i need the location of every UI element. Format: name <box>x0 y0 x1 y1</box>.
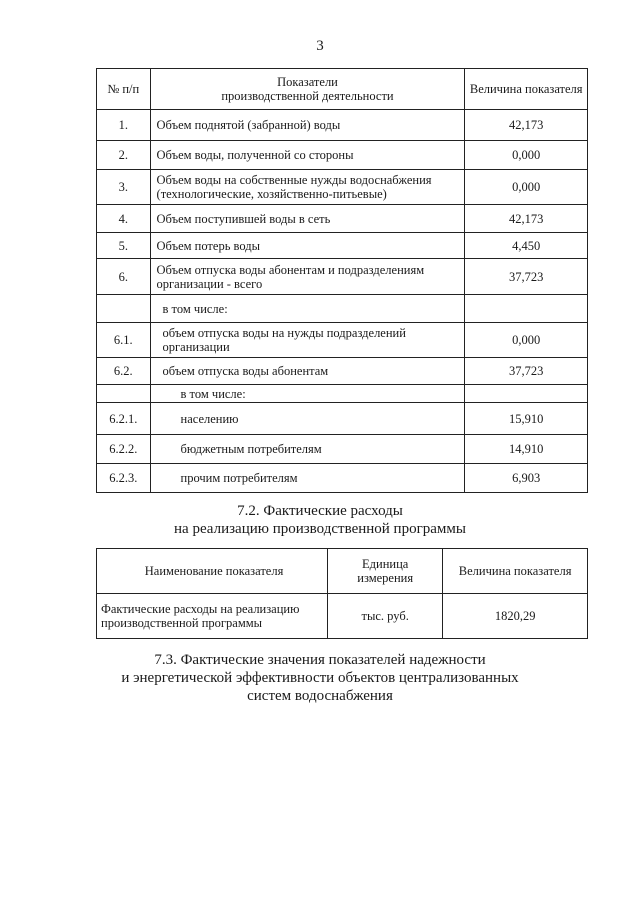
row-num: 5. <box>97 233 151 259</box>
row-num: 4. <box>97 205 151 233</box>
row-value: 14,910 <box>465 435 588 464</box>
header-indicator-name: Наименование показателя <box>97 549 328 594</box>
row-num: 3. <box>97 170 151 205</box>
row-value: 37,723 <box>465 358 588 385</box>
row-unit: тыс. руб. <box>328 594 443 639</box>
table-row <box>97 233 588 259</box>
header-num: № п/п <box>97 69 151 110</box>
table-row <box>97 403 588 435</box>
header-unit-line2: измерения <box>357 571 414 585</box>
row-value <box>465 295 588 323</box>
row-name: в том числе: <box>150 385 465 403</box>
section-7-2-title <box>0 502 640 538</box>
section-7-2-title-line1: 7.2. Фактические расходы <box>237 503 403 519</box>
table-row <box>97 170 588 205</box>
row-value: 1820,29 <box>443 594 588 639</box>
table-row <box>97 323 588 358</box>
row-value: 0,000 <box>465 141 588 170</box>
production-indicators-table <box>96 68 588 493</box>
row-value: 6,903 <box>465 464 588 493</box>
table-row <box>97 435 588 464</box>
row-value: 0,000 <box>465 170 588 205</box>
row-name: в том числе: <box>150 295 465 323</box>
table-row <box>97 594 588 639</box>
row-num: 6.1. <box>97 323 151 358</box>
row-num: 6.2.3. <box>97 464 151 493</box>
page-number: 3 <box>316 38 324 54</box>
row-name: Объем воды, полученной со стороны <box>150 141 465 170</box>
actual-expenses-table <box>96 548 588 639</box>
row-num: 6.2.1. <box>97 403 151 435</box>
table-row <box>97 110 588 141</box>
row-name: Объем поднятой (забранной) воды <box>150 110 465 141</box>
row-value: 15,910 <box>465 403 588 435</box>
row-value: 37,723 <box>465 259 588 295</box>
header-unit-line1: Единица <box>362 557 409 571</box>
row-num: 2. <box>97 141 151 170</box>
row-name: бюджетным потребителям <box>150 435 465 464</box>
row-num: 6.2. <box>97 358 151 385</box>
row-value: 0,000 <box>465 323 588 358</box>
row-name: объем отпуска воды на нужды подразделений организации <box>150 323 465 358</box>
section-7-3-title-line2: и энергетической эффективности объектов централизованных <box>121 670 519 686</box>
row-name: объем отпуска воды абонентам <box>150 358 465 385</box>
row-num <box>97 295 151 323</box>
header-indicators-line2: производственной деятельности <box>221 89 394 103</box>
row-value: 42,173 <box>465 110 588 141</box>
row-name: Объем отпуска воды абонентам и подразделениям организации - всего <box>150 259 465 295</box>
section-7-3-title-line3: систем водоснабжения <box>247 688 393 704</box>
header-value: Величина показателя <box>465 69 588 110</box>
row-name: прочим потребителям <box>150 464 465 493</box>
table-row <box>97 464 588 493</box>
row-num: 6.2.2. <box>97 435 151 464</box>
row-num: 1. <box>97 110 151 141</box>
section-7-3-title <box>0 651 640 705</box>
table-row <box>97 295 588 323</box>
section-7-2-title-line2: на реализацию производственной программы <box>174 521 466 537</box>
header-indicators-line1: Показатели <box>277 75 338 89</box>
row-name: Объем воды на собственные нужды водоснабжения (технологические, хозяйственно-питьевые) <box>150 170 465 205</box>
row-value: 42,173 <box>465 205 588 233</box>
row-value <box>465 385 588 403</box>
header-unit <box>328 549 443 594</box>
row-name: Фактические расходы на реализацию производственной программы <box>97 594 328 639</box>
row-name: населению <box>150 403 465 435</box>
table-row <box>97 385 588 403</box>
section-7-3-title-line1: 7.3. Фактические значения показателей надежности <box>154 652 486 668</box>
header-value: Величина показателя <box>443 549 588 594</box>
table-row <box>97 358 588 385</box>
row-num: 6. <box>97 259 151 295</box>
table-row <box>97 259 588 295</box>
row-name: Объем потерь воды <box>150 233 465 259</box>
header-indicators <box>150 69 465 110</box>
row-num <box>97 385 151 403</box>
row-name: Объем поступившей воды в сеть <box>150 205 465 233</box>
table-row <box>97 205 588 233</box>
table-header-row <box>97 549 588 594</box>
row-value: 4,450 <box>465 233 588 259</box>
table-header-row <box>97 69 588 110</box>
table-row <box>97 141 588 170</box>
